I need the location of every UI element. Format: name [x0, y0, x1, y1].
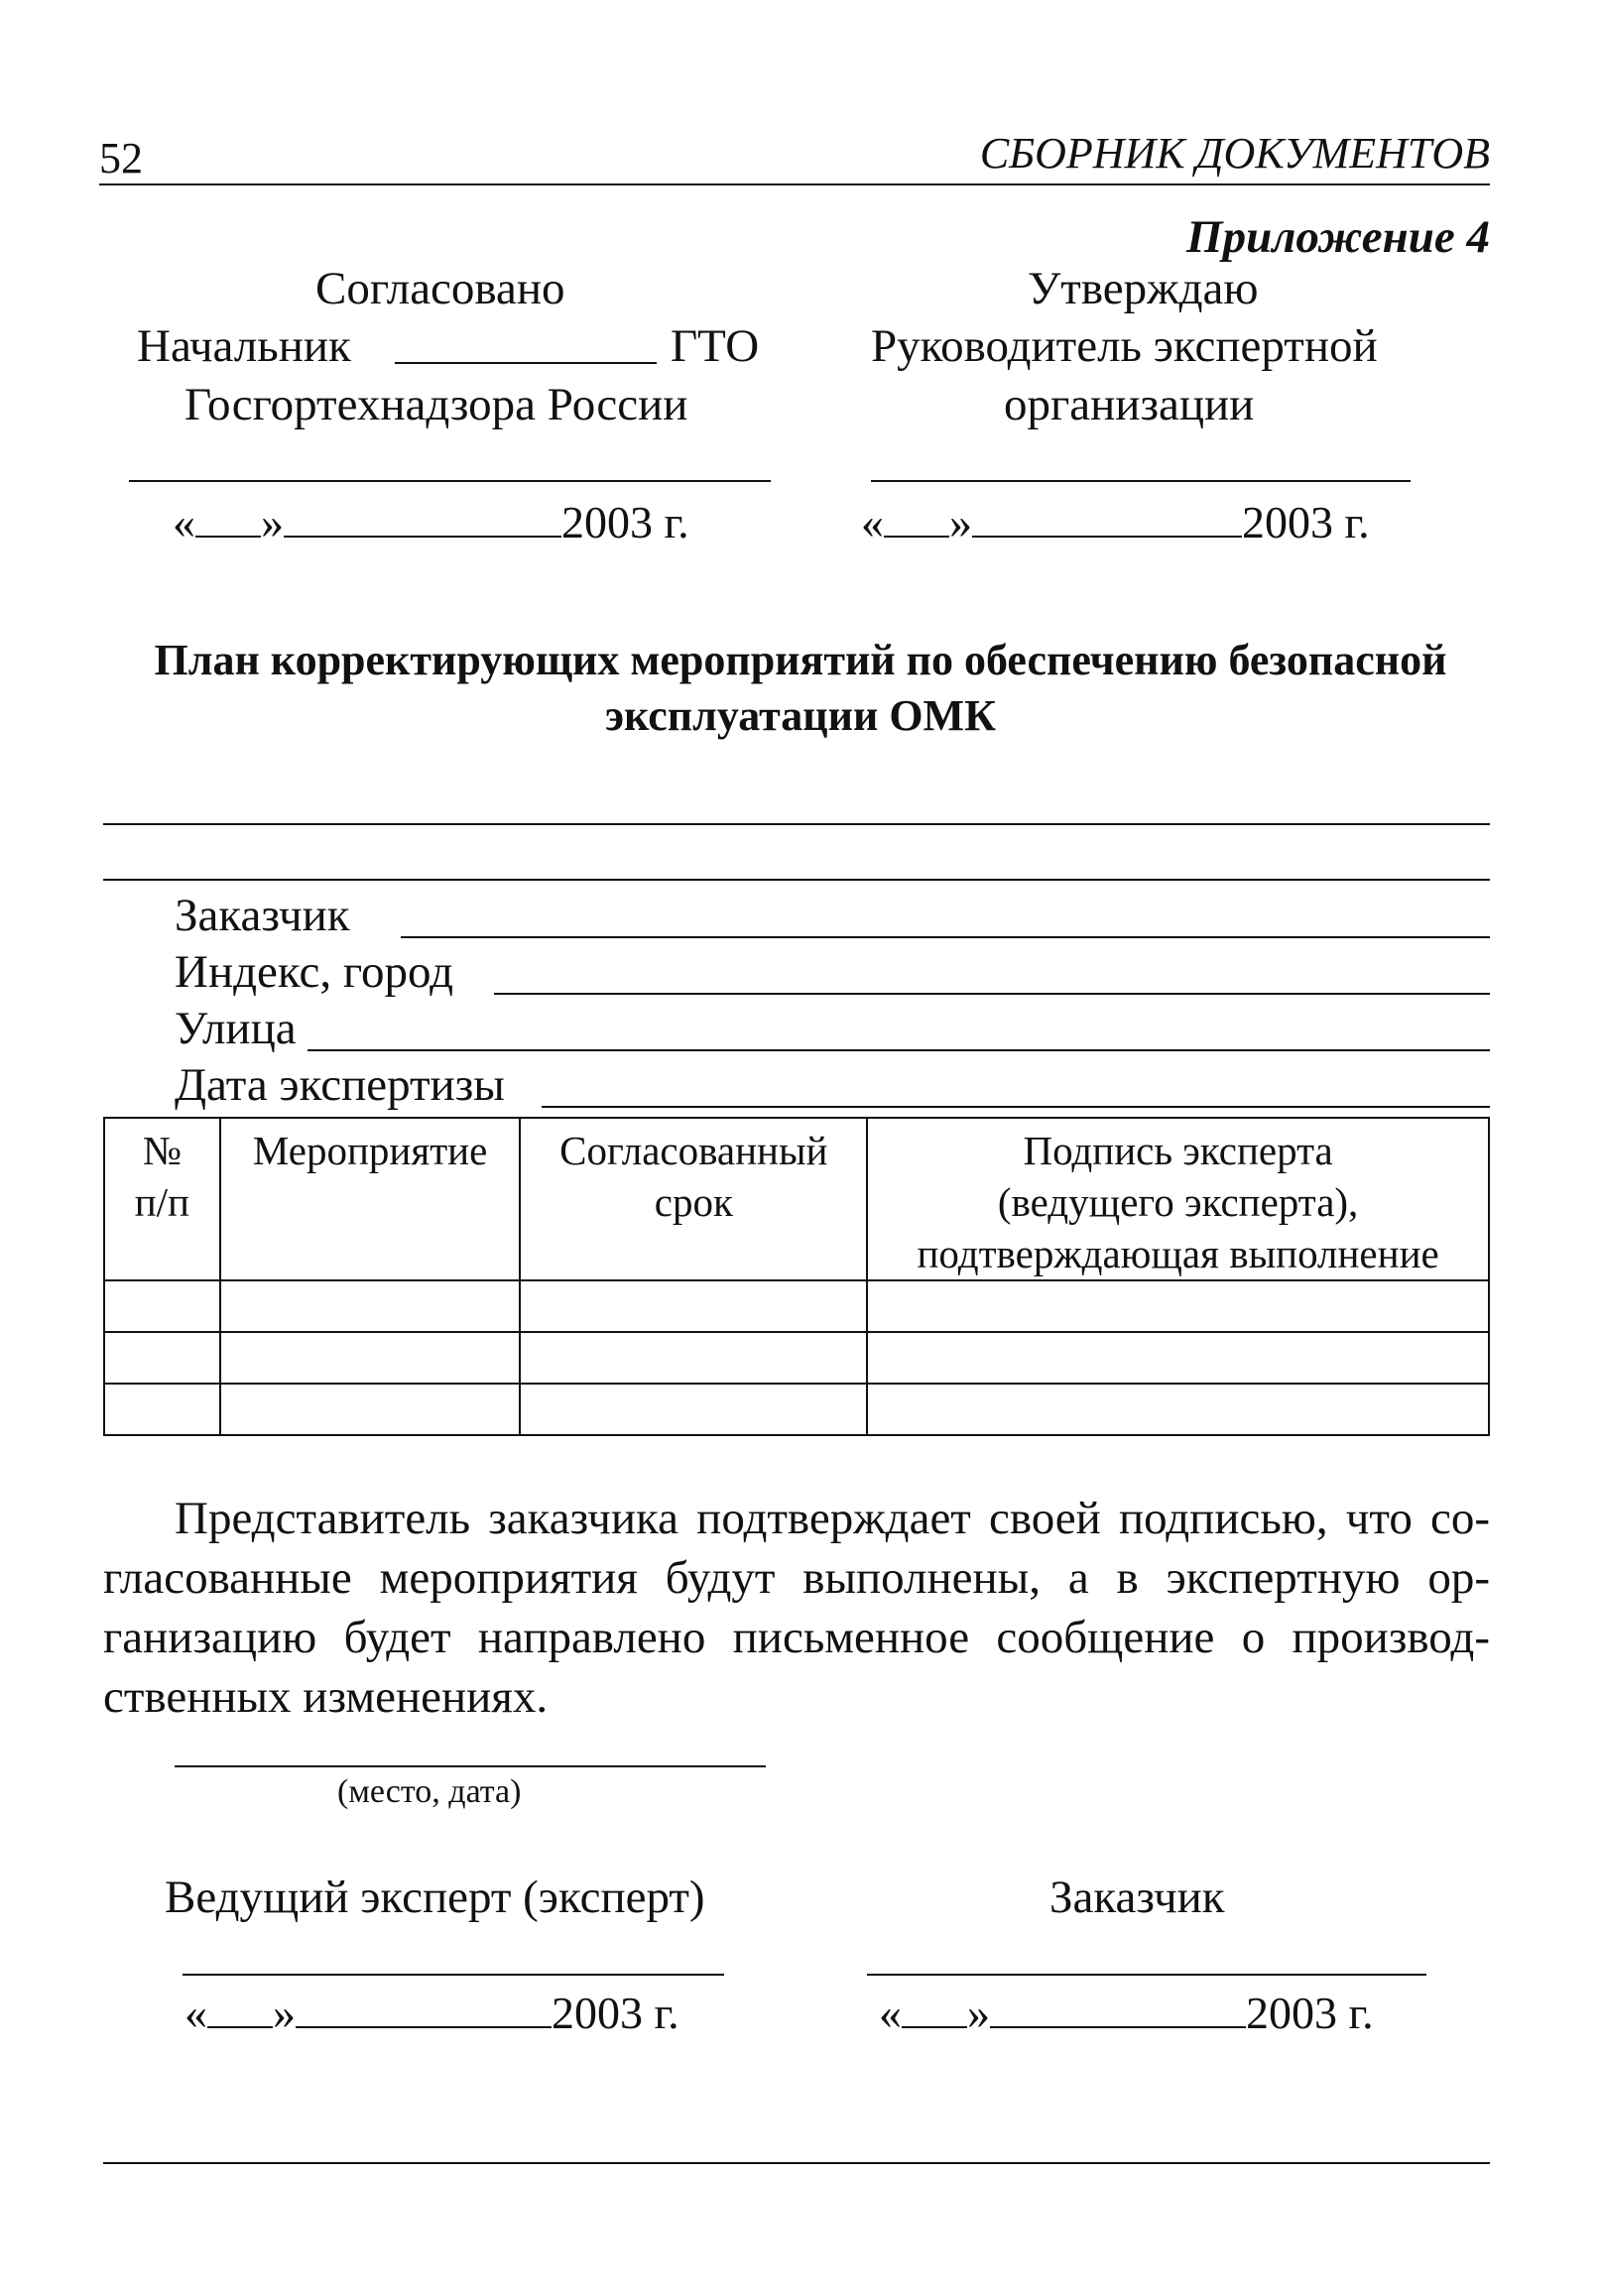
customer-signature-label: Заказчик — [1049, 1872, 1225, 1923]
day-blank — [902, 1989, 967, 2028]
lead-expert-date — [185, 1989, 679, 2036]
measures-table — [103, 1117, 1490, 1436]
place-date-caption: (место, дата) — [337, 1773, 522, 1810]
approval-right-line2: организации — [1004, 379, 1255, 430]
approval-left-date — [173, 498, 689, 545]
year-text: 2003 г. — [552, 1988, 679, 2038]
table-cell[interactable] — [520, 1332, 867, 1384]
table-cell[interactable] — [220, 1280, 521, 1332]
approval-right-heading: Утверждаю — [1028, 263, 1259, 314]
place-date-line — [175, 1765, 766, 1767]
col-signature-header: Подпись эксперта (ведущего эксперта), подтверждающая выполнение — [867, 1118, 1489, 1280]
table-cell[interactable] — [520, 1280, 867, 1332]
open-quote: « — [861, 497, 884, 547]
statement-line1: Представитель заказчика подтверждает своей подписью, что со- — [175, 1493, 1490, 1544]
field-street-line — [308, 1049, 1490, 1051]
table-cell[interactable] — [867, 1384, 1489, 1435]
col-number-header: № п/п — [104, 1118, 220, 1280]
footer-rule — [103, 2162, 1490, 2164]
approval-right-line1: Руководитель экспертной — [871, 320, 1378, 372]
approval-right-date — [861, 498, 1370, 545]
plan-title-line1: План корректирующих мероприятий по обеспечению безопасной — [154, 636, 1447, 684]
col-measure-header: Мероприятие — [220, 1118, 521, 1280]
header-rule — [99, 183, 1490, 185]
table-cell[interactable] — [104, 1332, 220, 1384]
table-row — [104, 1332, 1489, 1384]
approval-left-blank — [395, 362, 657, 364]
year-text: 2003 г. — [561, 497, 689, 547]
table-row — [104, 1384, 1489, 1435]
table-cell[interactable] — [867, 1280, 1489, 1332]
field-customer-label: Заказчик — [175, 890, 350, 941]
table-cell[interactable] — [220, 1332, 521, 1384]
page-number: 52 — [99, 134, 143, 182]
table-row — [104, 1280, 1489, 1332]
collection-title: СБОРНИК ДОКУМЕНТОВ — [979, 129, 1490, 178]
lead-expert-signature-line — [183, 1974, 724, 1976]
year-text: 2003 г. — [1242, 497, 1370, 547]
approval-left-signature-line — [129, 480, 771, 482]
close-quote: » — [967, 1988, 990, 2038]
close-quote: » — [261, 497, 284, 547]
customer-date — [879, 1989, 1374, 2036]
approval-left-line1-end: ГТО — [671, 320, 760, 372]
close-quote: » — [949, 497, 972, 547]
field-customer-line — [401, 936, 1490, 938]
close-quote: » — [273, 1988, 296, 2038]
col-term-header: Согласованный срок — [520, 1118, 867, 1280]
open-quote: « — [185, 1988, 207, 2038]
object-blank-line-1 — [103, 823, 1490, 825]
day-blank — [207, 1989, 273, 2028]
day-blank — [884, 498, 949, 538]
lead-expert-label: Ведущий эксперт (эксперт) — [165, 1872, 705, 1923]
field-index-city-label: Индекс, город — [175, 946, 454, 998]
statement-line4: ственных изменениях. — [103, 1671, 549, 1723]
month-blank — [296, 1989, 552, 2028]
approval-left-heading: Согласовано — [315, 263, 565, 314]
appendix-label: Приложение 4 — [1186, 211, 1490, 263]
plan-title-line2: эксплуатации ОМК — [605, 691, 996, 740]
table-header-row — [104, 1118, 1489, 1280]
field-index-city-line — [494, 993, 1490, 995]
month-blank — [972, 498, 1242, 538]
object-blank-line-2 — [103, 879, 1490, 881]
table-cell[interactable] — [520, 1384, 867, 1435]
approval-right-signature-line — [871, 480, 1411, 482]
customer-signature-line — [867, 1974, 1426, 1976]
statement-line2: гласованные мероприятия будут выполнены, а в экспертную ор- — [103, 1552, 1490, 1604]
table-cell[interactable] — [104, 1280, 220, 1332]
field-street-label: Улица — [175, 1003, 297, 1054]
table-cell[interactable] — [220, 1384, 521, 1435]
statement-line3: ганизацию будет направлено письменное сообщение о производ- — [103, 1612, 1490, 1663]
day-blank — [195, 498, 261, 538]
year-text: 2003 г. — [1246, 1988, 1374, 2038]
open-quote: « — [173, 497, 195, 547]
field-expertise-date-line — [542, 1106, 1490, 1108]
table-cell[interactable] — [104, 1384, 220, 1435]
table-cell[interactable] — [867, 1332, 1489, 1384]
month-blank — [284, 498, 561, 538]
month-blank — [990, 1989, 1246, 2028]
open-quote: « — [879, 1988, 902, 2038]
approval-left-line2: Госгортехнадзора России — [185, 379, 688, 430]
approval-left-line1-start: Начальник — [137, 320, 351, 372]
field-expertise-date-label: Дата экспертизы — [175, 1059, 505, 1111]
